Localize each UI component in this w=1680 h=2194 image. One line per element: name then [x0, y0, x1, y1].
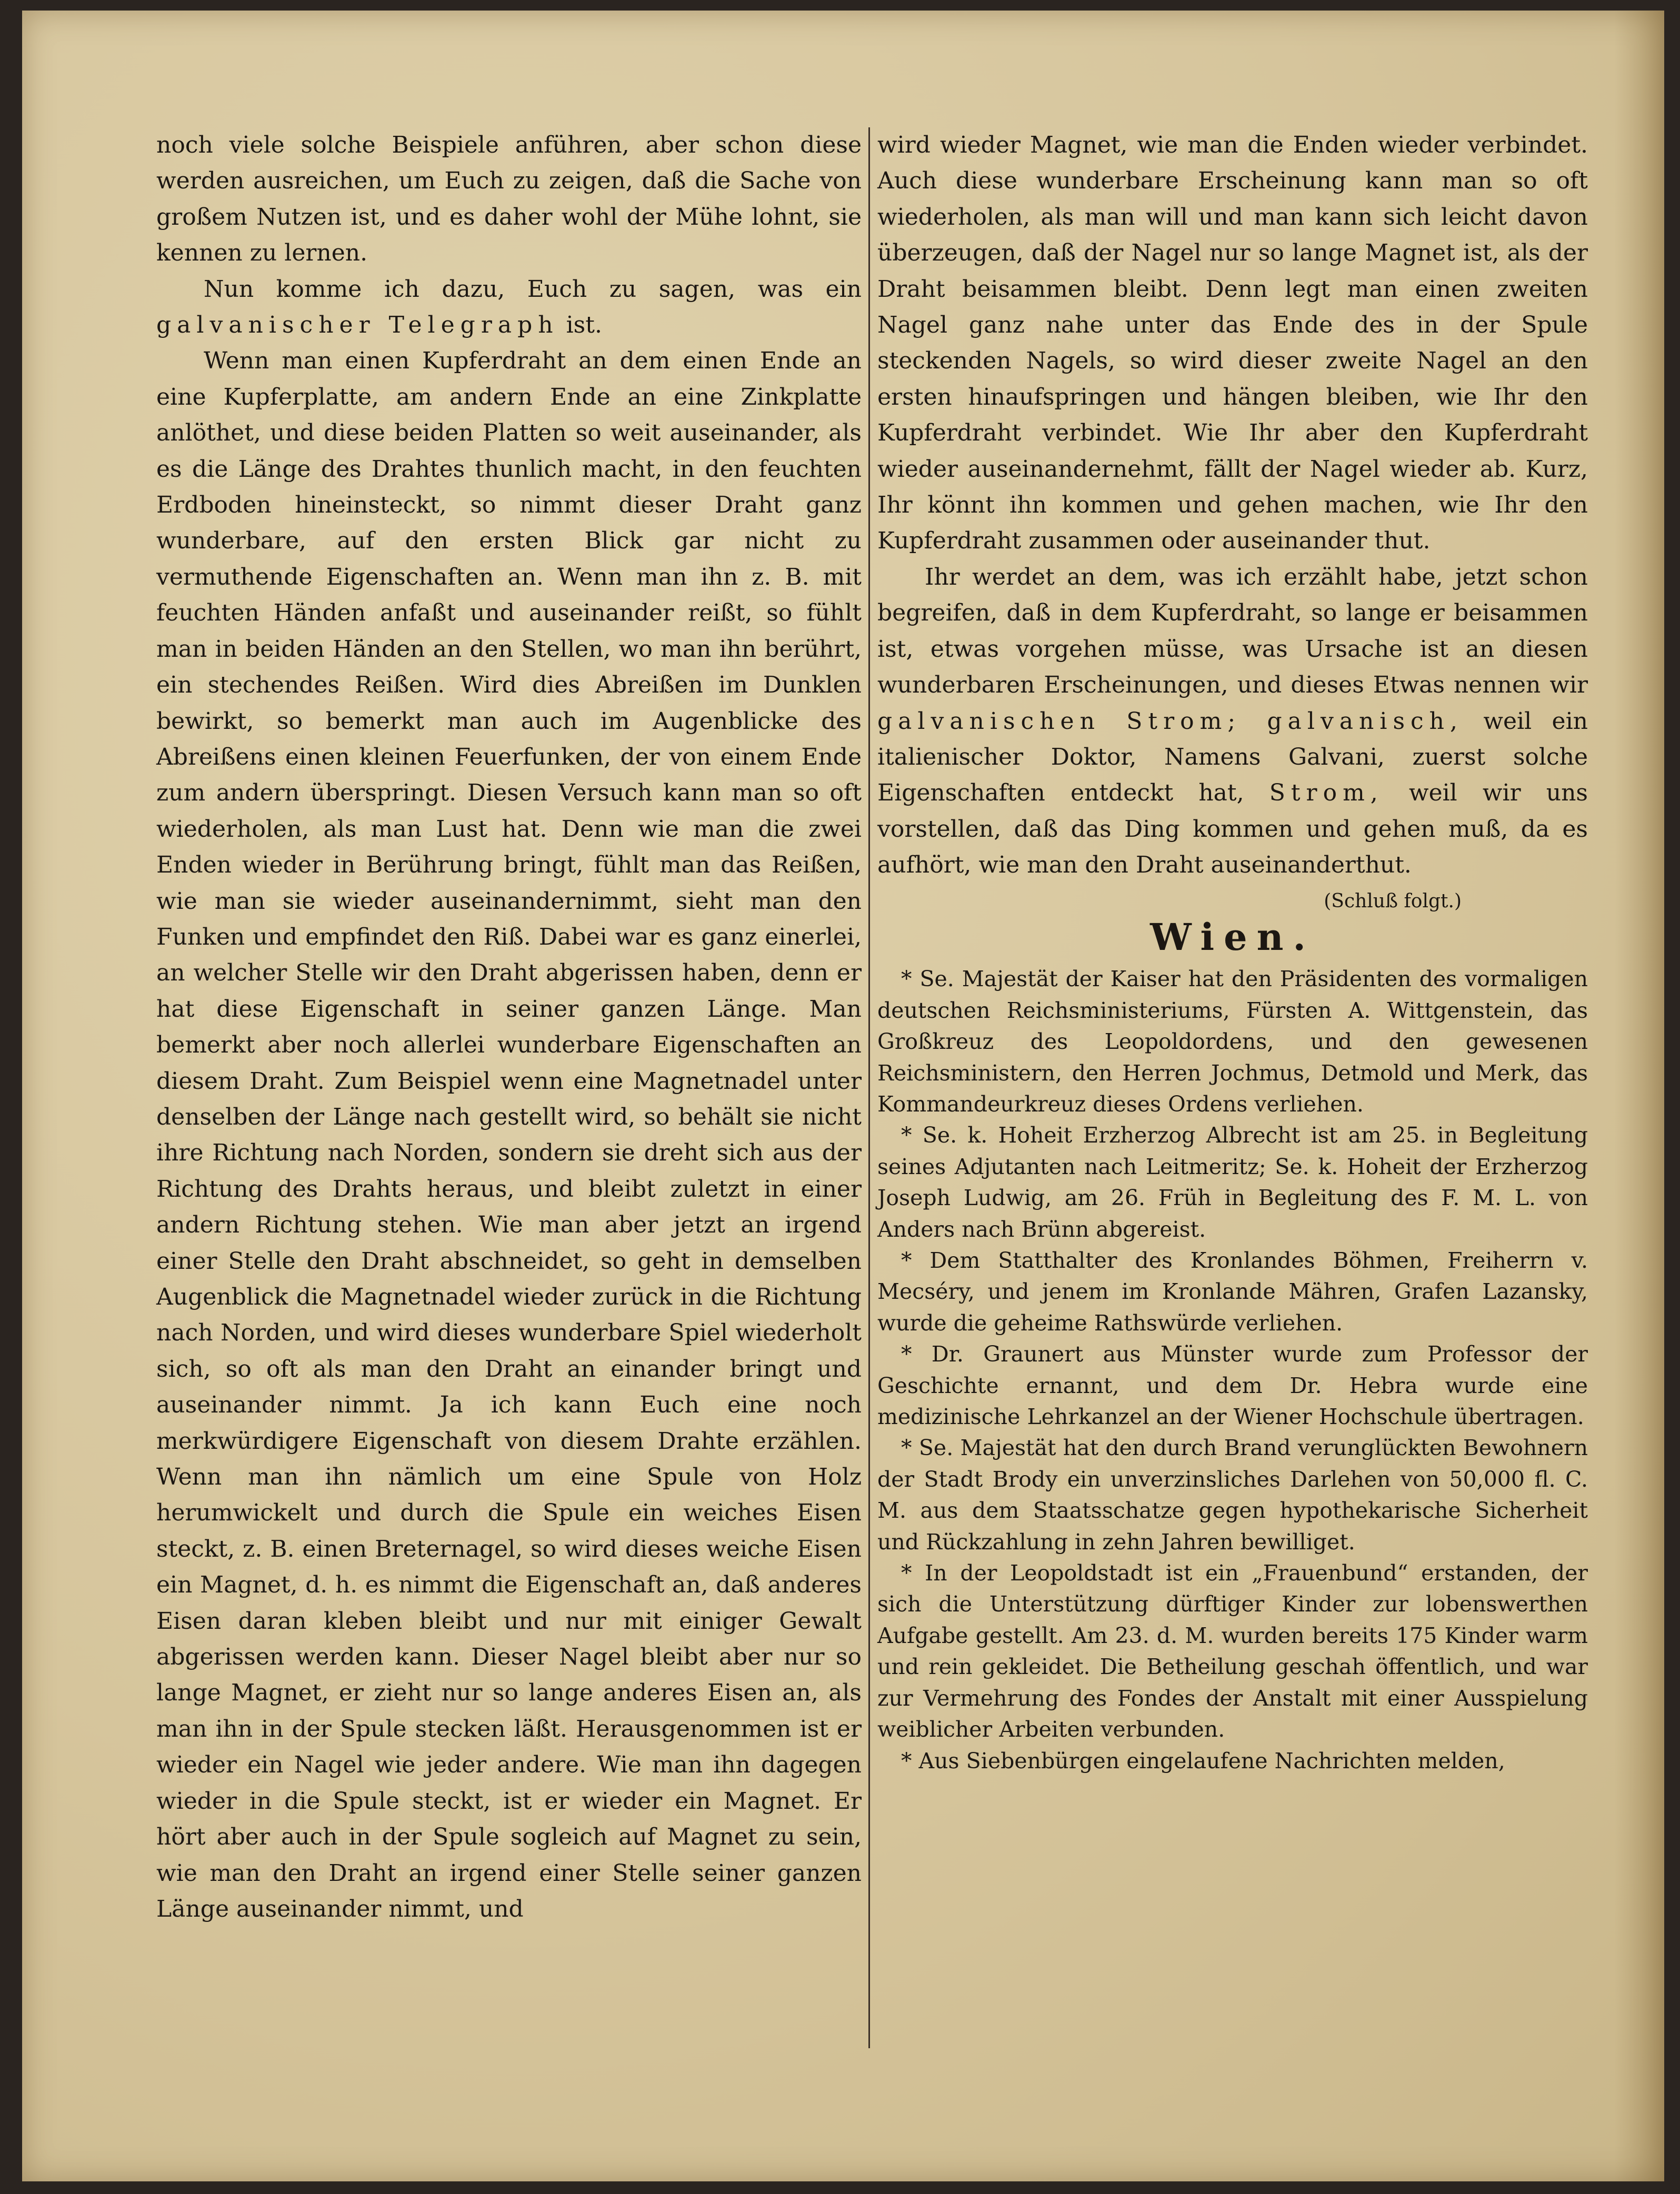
- news-item: * Se. k. Hoheit Erzherzog Albrecht ist am 25. in Begleitung seines Adjutanten nach Leitmeritz; Se. k. Hoheit der Erzherzog Joseph Ludwig, am 26. Früh in Begleitung des F. M. L. von Anders nach Brünn abgereist.: [877, 1123, 1588, 1242]
- spaced-term: galvanischen Strom; galvanisch,: [877, 707, 1464, 735]
- paragraph-text: Nun komme ich dazu, Euch zu sagen, was ein: [204, 275, 862, 303]
- left-column: [156, 127, 862, 1927]
- news-item: * Dem Statthalter des Kronlandes Böhmen, Freiherrn v. Mecséry, und jenem im Kronlande Mähren, Grafen Lazansky, wurde die geheime Rathswürde verliehen.: [877, 1248, 1588, 1336]
- paragraph-text: Ihr werdet an dem, was ich erzählt habe, jetzt schon begreifen, daß in dem Kupferdraht, so lange er beisammen ist, etwas vorgehen müsse, was Ursache ist an diesen wunderbaren Erscheinungen, und dieses Etwas nennen wir: [877, 563, 1588, 699]
- news-item: * Se. Majestät hat den durch Brand verunglückten Bewohnern der Stadt Brody ein unverzinsliches Darlehen von 50,000 fl. C. M. aus dem Staatsschatze gegen hypothekarische Sicherheit und Rückzahlung in zehn Jahren bewilliget.: [877, 1435, 1588, 1555]
- paragraph-text: ist.: [566, 312, 602, 339]
- page-edge-shadow: [1614, 11, 1664, 2181]
- paragraph-text: weil ein italienischer Doktor, Namens Galvani, zuerst solche Eigenschaften entdeckt hat,: [877, 707, 1588, 807]
- right-column: [877, 127, 1588, 1777]
- paragraph: noch viele solche Beispiele anführen, aber schon diese werden ausreichen, um Euch zu zeigen, daß die Sache von großem Nutzen ist, und es daher wohl der Mühe lohnt, sie kennen zu lernen.: [156, 132, 862, 267]
- continuation-note: (Schluß folgt.): [1324, 890, 1462, 912]
- paragraph: [877, 559, 1588, 884]
- news-item: * Aus Siebenbürgen eingelaufene Nachrichten melden,: [901, 1748, 1505, 1774]
- paragraph: wird wieder Magnet, wie man die Enden wieder verbindet. Auch diese wunderbare Erscheinung kann man so oft wiederholen, als man will und man kann sich leicht davon überzeugen, daß der Nagel nur so lange Magnet ist, als der Draht beisammen bleibt. Denn legt man einen zweiten Nagel ganz nahe unter das Ende des in der Spule steckenden Nagels, so wird dieser zweite Nagel an den ersten hinaufspringen und hängen bleiben, wie Ihr den Kupferdraht verbindet. Wie Ihr aber den Kupferdraht wieder auseinandernehmt, fällt der Nagel wieder ab. Kurz, Ihr könnt ihn kommen und gehen machen, wie Ihr den Kupferdraht zusammen oder auseinander thut.: [877, 132, 1588, 555]
- paragraph-text: weil wir uns vorstellen, daß das Ding kommen und gehen muß, da es aufhört, wie man den Draht auseinanderthut.: [877, 779, 1588, 879]
- spaced-term: galvanischer Telegraph: [156, 312, 559, 339]
- section-heading: Wien.: [1150, 915, 1315, 959]
- news-item: * In der Leopoldstadt ist ein „Frauenbund“ erstanden, der sich die Unterstützung dürftiger Kinder zur lobenswerthen Aufgabe gestellt. Am 23. d. M. wurden bereits 175 Kinder warm und rein gekleidet. Die Betheilung geschah öffentlich, und war zur Vermehrung des Fondes der Anstalt mit einer Ausspielung weiblicher Arbeiten verbunden.: [877, 1560, 1588, 1742]
- news-item: * Dr. Graunert aus Münster wurde zum Professor der Geschichte ernannt, und dem Dr. Hebra wurde eine medizinische Lehrkanzel an der Wiener Hochschule übertragen.: [877, 1341, 1588, 1430]
- spaced-term: Strom,: [1269, 779, 1384, 807]
- column-divider: [868, 127, 870, 2048]
- news-list: [877, 964, 1588, 1777]
- paragraph: [156, 272, 862, 344]
- newspaper-page: [22, 11, 1664, 2181]
- paragraph: Wenn man einen Kupferdraht an dem einen Ende an eine Kupferplatte, am andern Ende an eine Zinkplatte anlöthet, und diese beiden Platten so weit auseinander, als es die Länge des Drahtes thunlich macht, in den feuchten Erdboden hineinsteckt, so nimmt dieser Draht ganz wunderbare, auf den ersten Blick gar nicht zu vermuthende Eigenschaften an. Wenn man ihn z. B. mit feuchten Händen anfaßt und auseinander reißt, so fühlt man in beiden Händen an den Stellen, wo man ihn berührt, ein stechendes Reißen. Wird dies Abreißen im Dunklen bewirkt, so bemerkt man auch im Augenblicke des Abreißens einen kleinen Feuerfunken, der von einem Ende zum andern überspringt. Diesen Versuch kann man so oft wiederholen, als man Lust hat. Denn wie man die zwei Enden wieder in Berührung bringt, fühlt man das Reißen, wie man sie wieder auseinandernimmt, sieht man den Funken und empfindet den Riß. Dabei war es ganz einerlei, an welcher Stelle wir den Draht abgerissen haben, denn er hat diese Eigenschaft in seiner ganzen Länge. Man bemerkt aber noch allerlei wunderbare Eigenschaften an diesem Draht. Zum Beispiel wenn eine Magnetnadel unter denselben der Länge nach gestellt wird, so behält sie nicht ihre Richtung nach Norden, sondern sie dreht sich aus der Richtung des Drahts heraus, und bleibt zuletzt in einer andern Richtung stehen. Wie man aber jetzt an irgend einer Stelle den Draht abschneidet, so geht in demselben Augenblick die Magnetnadel wieder zurück in die Richtung nach Norden, und wird dieses wunderbare Spiel wiederholt sich, so oft als man den Draht an einander bringt und auseinander nimmt. Ja ich kann Euch eine noch merkwürdigere Eigenschaft von diesem Drahte erzählen. Wenn man ihn nämlich um eine Spule von Holz herumwickelt und durch die Spule ein weiches Eisen steckt, z. B. einen Breternagel, so wird dieses weiche Eisen ein Magnet, d. h. es nimmt die Eigenschaft an, daß anderes Eisen daran kleben bleibt und nur mit einiger Gewalt abgerissen werden kann. Dieser Nagel bleibt aber nur so lange Magnet, er zieht nur so lange anderes Eisen an, als man ihn in der Spule stecken läßt. Herausgenommen ist er wieder ein Nagel wie jeder andere. Wie man ihn dagegen wieder in die Spule steckt, ist er wieder ein Magnet. Er hört aber auch in der Spule sogleich auf Magnet zu sein, wie man den Draht an irgend einer Stelle seiner ganzen Länge auseinander nimmt, und: [156, 347, 862, 1922]
- news-item: * Se. Majestät der Kaiser hat den Präsidenten des vormaligen deutschen Reichsministeriums, Fürsten A. Wittgenstein, das Großkreuz des Leopoldordens, und den gewesenen Reichsministern, den Herren Jochmus, Detmold und Merk, das Kommandeurkreuz dieses Ordens verliehen.: [877, 966, 1588, 1117]
